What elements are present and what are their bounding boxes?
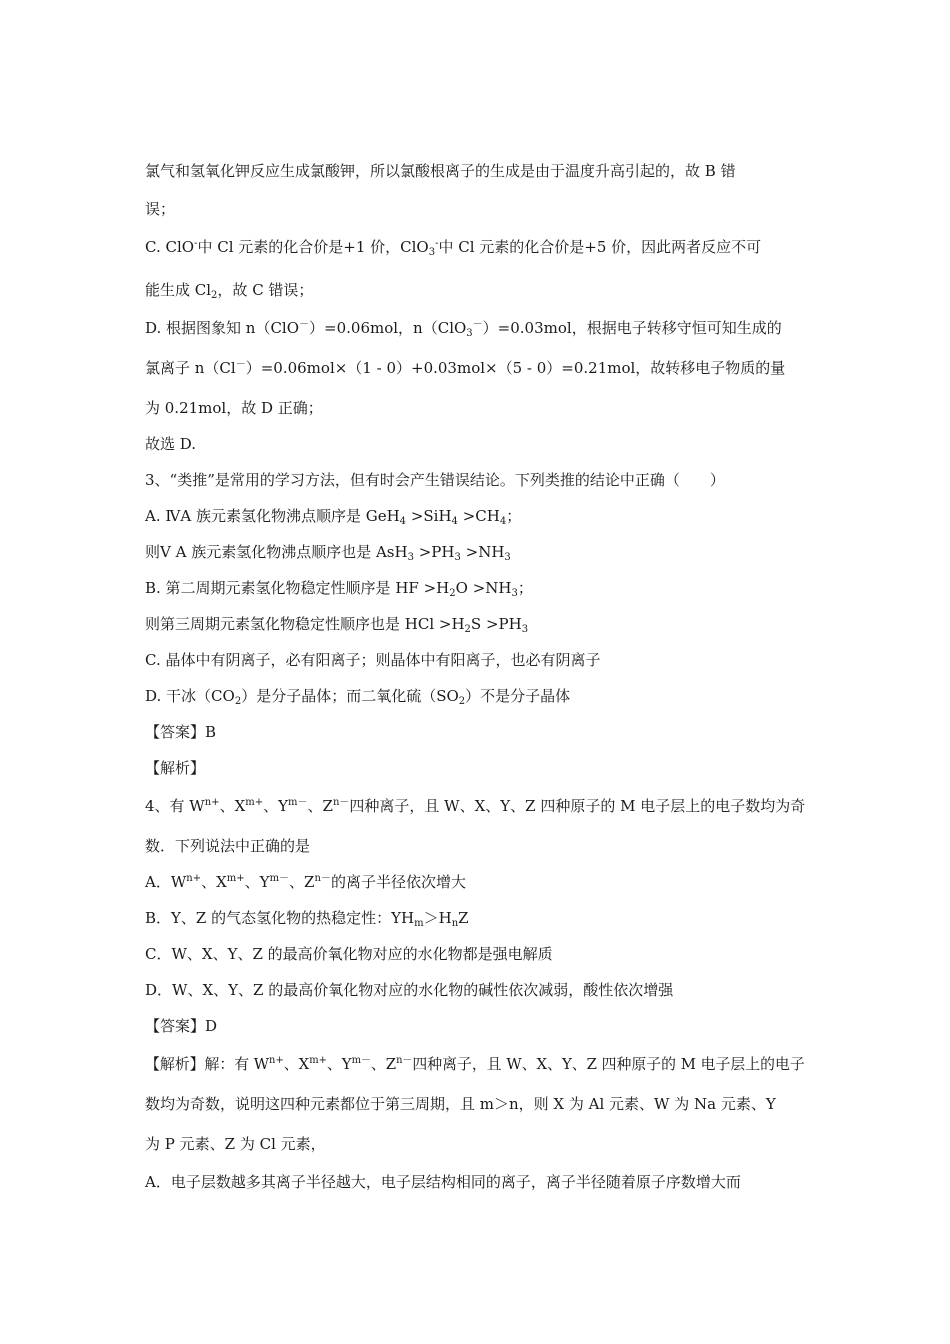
text-span: D. 根据图象知 n（ClO bbox=[145, 319, 300, 337]
text-line bbox=[145, 944, 553, 964]
analysis-label bbox=[145, 758, 205, 778]
text-span: D. 干冰（CO bbox=[145, 687, 235, 705]
text-line bbox=[145, 614, 528, 634]
text-line bbox=[145, 1172, 741, 1192]
text-span: 误； bbox=[145, 200, 176, 218]
subscript: 4 bbox=[451, 516, 458, 527]
superscript: - bbox=[435, 238, 439, 249]
text-span: C. ClO bbox=[145, 238, 195, 256]
text-span: 则第三周期元素氢化物稳定性顺序也是 HCl >H bbox=[145, 615, 465, 633]
answer-label bbox=[145, 1016, 217, 1036]
text-span: ）=0.06mol×（1 - 0）+0.03mol×（5 - 0）=0.21mol，故转移电子物质的量 bbox=[245, 359, 786, 377]
superscript: m+ bbox=[309, 1055, 327, 1066]
subscript: n bbox=[451, 918, 459, 929]
text-line bbox=[145, 872, 466, 892]
text-span: 数均为奇数，说明这四种元素都位于第三周期，且 m＞n，则 X 为 Al 元素、W 为 Na 元素、Y bbox=[145, 1095, 776, 1113]
text-span: ）是分子晶体；而二氧化硫（SO bbox=[241, 687, 459, 705]
subscript: 3 bbox=[511, 588, 518, 599]
subscript: 3 bbox=[407, 552, 414, 563]
text-span: ； bbox=[506, 507, 522, 525]
superscript: m－ bbox=[288, 797, 308, 808]
subscript: 3 bbox=[466, 328, 473, 339]
text-span: 氯气和氢氧化钾反应生成氯酸钾，所以氯酸根离子的生成是由于温度升高引起的，故 B 错 bbox=[145, 162, 736, 180]
text-line bbox=[145, 908, 469, 928]
text-line bbox=[145, 161, 736, 181]
superscript: - bbox=[194, 238, 198, 249]
text-line bbox=[145, 280, 313, 300]
text-span: 、Y bbox=[326, 1055, 352, 1073]
text-span: A. ⅣA 族元素氢化物沸点顺序是 GeH bbox=[145, 507, 400, 525]
text-span: 四种离子，且 W、X、Y、Z 四种原子的 M 电子层上的电子 bbox=[412, 1055, 805, 1073]
subscript: 4 bbox=[399, 516, 407, 527]
text-span: ）=0.03mol，根据电子转移守恒可知生成的 bbox=[482, 319, 782, 337]
subscript: 3 bbox=[428, 247, 436, 258]
text-span: 为 0.21mol，故 D 正确； bbox=[145, 399, 323, 417]
text-span: 【答案】B bbox=[145, 723, 217, 741]
text-span: D．W、X、Y、Z 的最高价氧化物对应的水化物的碱性依次减弱，酸性依次增强 bbox=[145, 981, 674, 999]
text-line bbox=[145, 506, 521, 526]
subscript: 2 bbox=[464, 624, 471, 635]
text-span: ）=0.06mol，n（ClO bbox=[309, 319, 467, 337]
text-span: 中 Cl 元素的化合价是+5 价，因此两者反应不可 bbox=[438, 238, 762, 256]
text-line bbox=[145, 686, 570, 706]
text-span: 四种离子，且 W、X、Y、Z 四种原子的 M 电子层上的电子数均为奇 bbox=[349, 797, 806, 815]
text-span: B．Y、Z 的气态氢化物的热稳定性：YH bbox=[145, 909, 415, 927]
text-span: ，故 C 错误； bbox=[217, 281, 314, 299]
text-span: 、Z bbox=[307, 797, 333, 815]
superscript: － bbox=[235, 359, 246, 370]
text-span: 、Z bbox=[289, 873, 315, 891]
text-span: 能生成 Cl bbox=[145, 281, 212, 299]
text-span: 数．下列说法中正确的是 bbox=[145, 837, 311, 855]
text-span: ； bbox=[517, 579, 533, 597]
subscript: 2 bbox=[234, 696, 242, 707]
text-span: 4、有 W bbox=[145, 797, 205, 815]
text-line bbox=[145, 318, 782, 338]
superscript: n+ bbox=[204, 797, 220, 808]
text-span: 、X bbox=[283, 1055, 310, 1073]
text-span: S >PH bbox=[470, 615, 522, 633]
text-line bbox=[145, 470, 725, 490]
text-span: C．W、X、Y、Z 的最高价氧化物对应的水化物都是强电解质 bbox=[145, 945, 553, 963]
text-line bbox=[145, 199, 175, 219]
text-span: ）不是分子晶体 bbox=[465, 687, 571, 705]
superscript: m－ bbox=[351, 1055, 371, 1066]
text-span: 【解析】解：有 W bbox=[145, 1055, 270, 1073]
text-line bbox=[145, 980, 673, 1000]
text-span: 、X bbox=[219, 797, 246, 815]
subscript: 2 bbox=[211, 290, 218, 301]
text-span: B. 第二周期元素氢化物稳定性顺序是 HF >H bbox=[145, 579, 450, 597]
text-span: >PH bbox=[413, 543, 455, 561]
text-line bbox=[145, 237, 761, 257]
superscript: m－ bbox=[269, 873, 290, 884]
text-span: 、Z bbox=[370, 1055, 397, 1073]
text-span: A．W bbox=[145, 873, 187, 891]
subscript: 2 bbox=[449, 588, 456, 599]
text-span: 氯离子 n（Cl bbox=[145, 359, 236, 377]
text-span: 【答案】D bbox=[145, 1017, 218, 1035]
superscript: n－ bbox=[314, 873, 331, 884]
answer-label bbox=[145, 722, 216, 742]
text-span: >NH bbox=[460, 543, 505, 561]
text-span: Z bbox=[458, 909, 469, 927]
text-span: 、Y bbox=[244, 873, 270, 891]
subscript: 2 bbox=[458, 696, 466, 707]
text-span: 故选 D. bbox=[145, 435, 197, 453]
text-span: 的离子半径依次增大 bbox=[330, 873, 466, 891]
superscript: － bbox=[299, 319, 310, 330]
subscript: m bbox=[414, 918, 424, 929]
subscript: 3 bbox=[504, 552, 511, 563]
superscript: n－ bbox=[396, 1055, 413, 1066]
superscript: n+ bbox=[186, 873, 202, 884]
superscript: － bbox=[472, 319, 483, 330]
text-span: A．电子层数越多其离子半径越大，电子层结构相同的离子，离子半径随着原子序数增大而 bbox=[145, 1173, 741, 1191]
text-line bbox=[145, 1134, 326, 1154]
text-span: 3、“类推”是常用的学习方法，但有时会产生错误结论。下列类推的结论中正确（ ） bbox=[145, 471, 725, 489]
text-span: 、X bbox=[201, 873, 227, 891]
text-span: C. 晶体中有阴离子，必有阳离子；则晶体中有阳离子，也必有阴离子 bbox=[145, 651, 601, 669]
superscript: n+ bbox=[269, 1055, 284, 1066]
text-span: 中 Cl 元素的化合价是+1 价，ClO bbox=[197, 238, 429, 256]
superscript: m+ bbox=[226, 873, 245, 884]
subscript: 4 bbox=[499, 516, 507, 527]
text-span: O >NH bbox=[455, 579, 512, 597]
text-span: >CH bbox=[457, 507, 500, 525]
text-line bbox=[145, 358, 785, 378]
subscript: 3 bbox=[454, 552, 461, 563]
text-line bbox=[145, 1054, 805, 1074]
superscript: n－ bbox=[332, 797, 350, 808]
text-span: 为 P 元素、Z 为 Cl 元素， bbox=[145, 1135, 326, 1153]
text-line bbox=[145, 836, 310, 856]
text-line bbox=[145, 542, 511, 562]
text-line bbox=[145, 398, 323, 418]
text-span: >SiH bbox=[406, 507, 452, 525]
text-line bbox=[145, 1094, 776, 1114]
text-span: 【解析】 bbox=[145, 759, 206, 777]
subscript: 3 bbox=[521, 624, 529, 635]
text-line bbox=[145, 796, 805, 816]
text-span: 、Y bbox=[263, 797, 289, 815]
text-line bbox=[145, 578, 533, 598]
superscript: m+ bbox=[245, 797, 264, 808]
text-span: ＞H bbox=[423, 909, 452, 927]
text-span: 则Ⅴ A 族元素氢化物沸点顺序也是 AsH bbox=[145, 543, 408, 561]
text-line bbox=[145, 650, 600, 670]
text-line bbox=[145, 434, 196, 454]
